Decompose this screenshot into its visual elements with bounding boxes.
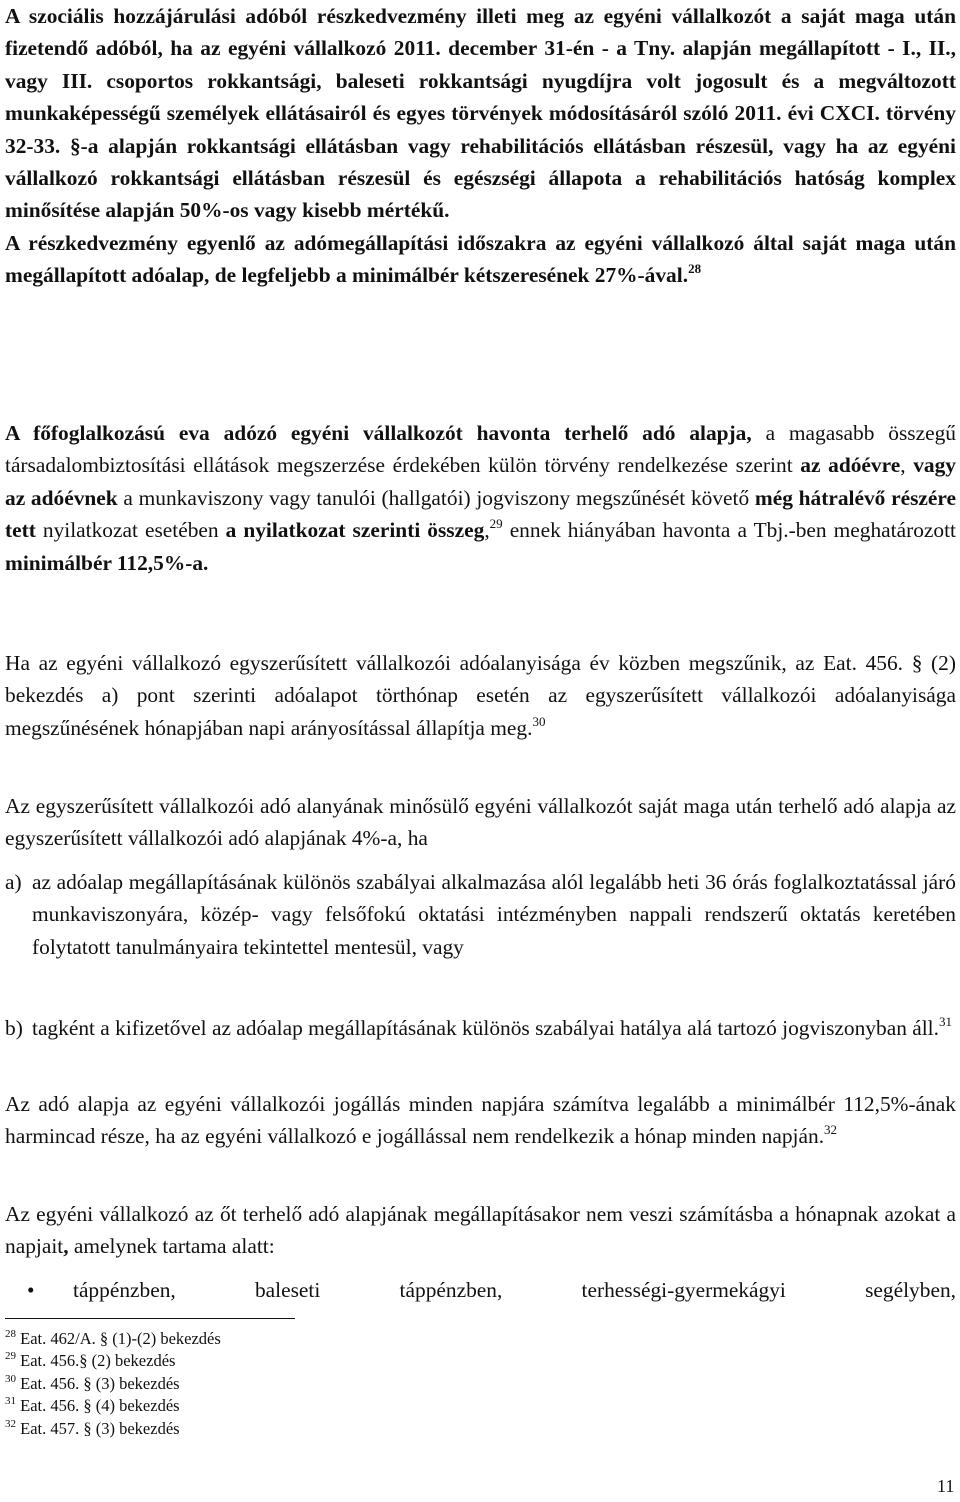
text-run: nyilatkozat esetében — [35, 518, 226, 543]
paragraph-text: Az adó alapja az egyéni vállalkozói jogállás minden napjára számítva legalább a minimálbér 112,5%-ának harmincad része, ha az egyéni vállalkozó e jogállással nem rendelkezik a hónap minden napján. — [5, 1092, 956, 1149]
paragraph-text: Az egyszerűsített vállalkozói adó alanyának minősülő egyéni vállalkozót saját maga után terhelő adó alapja az egyszerűsített vállalkozói adó alapjának 4%-a, ha — [5, 794, 956, 851]
bullet-item — [5, 1274, 956, 1306]
footnote — [5, 1328, 221, 1350]
text-run: a magasabb összegű társadalombiztosítási ellátások megszerzése érdekében külön törvény rendelkezése szerint — [5, 421, 957, 478]
footnote-ref[interactable]: 30 — [532, 713, 546, 729]
footnote-number: 30 — [5, 1372, 16, 1385]
list-text: az adóalap megállapításának különös szabályai alkalmazása alól legalább heti 36 órás foglalkoztatással járó munkaviszonyára, közép- vagy felsőfokú oktatási intézményben nappali rendszerű oktatás keretében folytatott tanulmányaira tekintettel mentesül, vagy — [32, 870, 956, 959]
list-text: tagként a kifizetővel az adóalap megállapításának különös szabályai hatálya alá tartozó jogviszonyban áll. — [32, 1016, 939, 1040]
paragraph-simplified-tax — [5, 790, 956, 855]
paragraph-excluded-days — [5, 1198, 956, 1263]
footnote-text: Eat. 457. § (3) bekezdés — [16, 1418, 180, 1438]
paragraph-text: Ha az egyéni vállalkozó egyszerűsített vállalkozói adóalanyisága év közben megszűnik, az Eat. 456. § (2) bekezdés a) pont szerinti adóalapot törthónap esetén az egyszerűsített vállalkozói adóalanyisága megszűnésének hónapjában napi arányosítással állapítja meg. — [5, 651, 956, 740]
text-run: amelynek tartama alatt: — [68, 1234, 275, 1259]
footnote-ref[interactable]: 29 — [489, 516, 503, 532]
footnote — [5, 1350, 221, 1372]
footnote-number: 31 — [5, 1395, 16, 1408]
footnote-number: 28 — [5, 1328, 16, 1340]
paragraph-disability-relief — [5, 0, 956, 292]
footnote-text: Eat. 456.§ (2) bekezdés — [16, 1351, 176, 1371]
paragraph-eva-tax-base — [5, 417, 956, 579]
footnote-ref[interactable]: 31 — [938, 1014, 952, 1029]
bullet-text: táppénzben, baleseti táppénzben, terhességi-gyermekágyi segélyben, — [73, 1278, 956, 1302]
footnote-text: Eat. 456. § (3) bekezdés — [16, 1373, 180, 1393]
bold-phrase: a nyilatkozat szerinti összeg — [225, 518, 485, 543]
paragraph-mid-year-termination — [5, 647, 956, 744]
footnote-divider — [5, 1318, 295, 1319]
bold-phrase: az adóévre — [800, 453, 901, 478]
text-run: , — [484, 518, 490, 543]
bullet-icon: • — [27, 1278, 35, 1302]
footnote-text: Eat. 462/A. § (1)-(2) bekezdés — [16, 1329, 221, 1348]
list-label: a) — [5, 870, 22, 894]
footnote-number: 32 — [5, 1417, 16, 1430]
bold-phrase: A főfoglalkozású eva adózó egyéni vállalkozót havonta terhelő adó alapja, — [5, 421, 752, 445]
footnote — [5, 1373, 221, 1395]
footnote-text: Eat. 456. § (4) bekezdés — [16, 1396, 180, 1416]
paragraph-text: A szociális hozzájárulási adóból részkedvezmény illeti meg az egyéni vállalkozót a saját maga után fizetendő adóból, ha az egyéni vállalkozó 2011. december 31-én - a Tny. alapján megállapított - I., II., vagy III. csoportos rokkantsági, baleseti rokkantsági nyugdíjra volt jogosult és a megváltozott munkaképességű személyek ellátásairól és egyes törvények módosításáról szóló 2011. évi CXCI. törvény 32-33. §-a alapján rokkantsági ellátásban vagy rehabilitációs ellátásban részesül, vagy ha az egyéni vállalkozó rokkantsági ellátásban részesül és egészségi állapota a rehabilitációs hatóság komplex minősítése alapján 50%-os vagy kisebb mértékű. — [5, 4, 956, 223]
footnote — [5, 1395, 221, 1417]
footnote-ref[interactable]: 32 — [824, 1122, 838, 1138]
footnote-number: 29 — [5, 1350, 16, 1363]
page-number: 11 — [937, 1476, 955, 1496]
paragraph-daily-minimum — [5, 1088, 956, 1153]
text-run: ennek hiányában havonta a Tbj.-ben meghatározott — [502, 518, 956, 543]
text-run: , — [900, 453, 914, 478]
text-run: Az egyéni vállalkozó az őt terhelő adó alapjának megállapításakor nem veszi számításba a hónapnak azokat a napjait — [5, 1202, 956, 1259]
footnote — [5, 1418, 221, 1440]
list-item — [5, 1012, 956, 1044]
paragraph-text: A részkedvezmény egyenlő az adómegállapítási időszakra az egyéni vállalkozó által saját maga után megállapított adóalap, de legfeljebb a minimálbér kétszeresének 27%-ával. — [5, 230, 956, 288]
bold-phrase: minimálbér 112,5%-a. — [5, 550, 209, 575]
bold-phrase: még hátralévő részére tett — [5, 485, 956, 543]
bold-phrase: vagy az adóévnek — [5, 453, 956, 510]
footnote-ref[interactable]: 28 — [688, 261, 702, 277]
text-run: a munkaviszony vagy tanulói (hallgatói) jogviszony megszűnését követő — [117, 485, 755, 510]
footnotes — [5, 1328, 221, 1440]
bold-phrase: , — [63, 1234, 69, 1259]
list-label: b) — [5, 1016, 23, 1040]
list-item — [5, 866, 956, 963]
